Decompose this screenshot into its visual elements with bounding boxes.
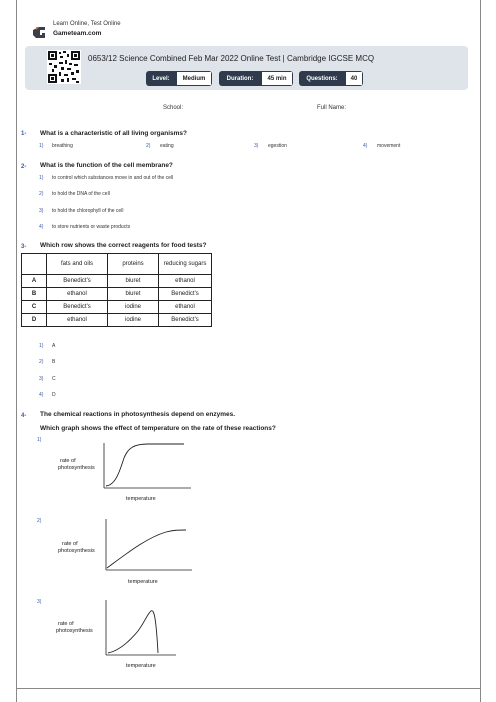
question-text: What is a characteristic of all living organisms? <box>40 130 188 137</box>
row-label: B <box>22 288 47 301</box>
y-axis-label: photosynthesis <box>56 628 93 634</box>
question-number: 1- <box>21 131 27 137</box>
row-label: A <box>22 275 47 288</box>
questions-badge <box>299 71 363 86</box>
table-cell: iodine <box>108 314 159 327</box>
graph-option-2[interactable] <box>56 516 196 588</box>
table-header-cell: reducing sugars <box>159 254 212 275</box>
question-text: Which row shows the correct reagents for food tests? <box>40 242 207 249</box>
option-number[interactable]: 3) <box>39 208 44 214</box>
question-subtext: Which graph shows the effect of temperature on the rate of these reactions? <box>40 425 276 432</box>
table-row <box>22 288 212 301</box>
option-text[interactable]: A <box>52 343 56 349</box>
option-number[interactable]: 2) <box>39 359 44 365</box>
table-cell: biuret <box>108 275 159 288</box>
questions-value: 40 <box>345 71 363 86</box>
table-cell: Benedict's <box>47 275 108 288</box>
option-text[interactable]: B <box>52 359 56 365</box>
option-number[interactable]: 3) <box>254 143 259 149</box>
y-axis-label: photosynthesis <box>58 548 95 554</box>
page-border-right <box>480 0 481 702</box>
question-text: What is the function of the cell membrane? <box>40 162 173 169</box>
table-cell: Benedict's <box>159 314 212 327</box>
option-number[interactable]: 4) <box>39 392 44 398</box>
fullname-field-label[interactable]: Full Name: <box>317 105 347 111</box>
option-number[interactable]: 2) <box>37 518 42 524</box>
table-cell: Benedict's <box>47 301 108 314</box>
qr-code-icon[interactable] <box>47 50 81 84</box>
y-axis-label: rate of <box>62 541 78 547</box>
table-cell: ethanol <box>47 314 108 327</box>
school-field-label[interactable]: School: <box>163 105 184 111</box>
option-number[interactable]: 3) <box>37 599 42 605</box>
option-text[interactable]: movement <box>377 143 401 149</box>
option-number[interactable]: 2) <box>146 143 151 149</box>
test-title: 0653/12 Science Combined Feb Mar 2022 Online Test | Cambridge IGCSE MCQ <box>88 54 375 63</box>
row-label: D <box>22 314 47 327</box>
option-text[interactable]: breathing <box>52 143 73 149</box>
table-header-row <box>22 254 212 275</box>
graph-option-3[interactable] <box>56 597 196 669</box>
table-row <box>22 275 212 288</box>
option-number[interactable]: 1) <box>39 175 44 181</box>
row-label: C <box>22 301 47 314</box>
table-header-cell: proteins <box>108 254 159 275</box>
page-border-bottom <box>16 688 481 689</box>
reagents-table <box>21 253 212 327</box>
option-text[interactable]: C <box>52 376 56 382</box>
level-value: Medium <box>176 71 212 86</box>
option-text[interactable]: eating <box>160 143 174 149</box>
table-corner-cell <box>22 254 47 275</box>
questions-label: Questions: <box>299 71 345 86</box>
option-number[interactable]: 2) <box>39 191 44 197</box>
option-text[interactable]: D <box>52 392 56 398</box>
option-number[interactable]: 1) <box>39 143 44 149</box>
x-axis-label: temperature <box>126 663 156 669</box>
gameteam-logo-icon <box>32 26 46 39</box>
table-cell: biuret <box>108 288 159 301</box>
page-border-left <box>16 0 17 702</box>
option-text[interactable]: to control which substances move in and out of the cell <box>52 175 174 181</box>
option-number[interactable]: 1) <box>37 437 42 443</box>
question-number: 3- <box>21 244 27 250</box>
option-number[interactable]: 4) <box>363 143 368 149</box>
graph-option-1[interactable] <box>56 440 196 506</box>
duration-value: 45 min <box>261 71 293 86</box>
table-cell: iodine <box>108 301 159 314</box>
duration-badge <box>219 71 293 86</box>
y-axis-label: rate of <box>58 621 74 627</box>
option-text[interactable]: to hold the chlorophyll of the cell <box>52 208 124 214</box>
table-cell: ethanol <box>47 288 108 301</box>
option-number[interactable]: 4) <box>39 224 44 230</box>
question-number: 2- <box>21 164 27 170</box>
brand-site[interactable]: Gameteam.com <box>53 30 102 37</box>
y-axis-label: rate of <box>60 458 76 464</box>
y-axis-label: photosynthesis <box>58 465 95 471</box>
option-number[interactable]: 3) <box>39 376 44 382</box>
option-text[interactable]: to store nutrients or waste products <box>52 224 131 230</box>
option-number[interactable]: 1) <box>39 343 44 349</box>
table-cell: Benedict's <box>159 288 212 301</box>
table-cell: ethanol <box>159 275 212 288</box>
question-text: The chemical reactions in photosynthesis depend on enzymes. <box>40 411 236 418</box>
level-badge <box>146 71 212 86</box>
option-text[interactable]: egestion <box>268 143 287 149</box>
table-row <box>22 301 212 314</box>
table-header-cell: fats and oils <box>47 254 108 275</box>
level-label: Level: <box>146 71 176 86</box>
option-text[interactable]: to hold the DNA of the cell <box>52 191 110 197</box>
x-axis-label: temperature <box>126 496 156 502</box>
x-axis-label: temperature <box>128 579 158 585</box>
duration-label: Duration: <box>219 71 261 86</box>
table-cell: ethanol <box>159 301 212 314</box>
question-number: 4- <box>21 413 27 419</box>
brand-tagline: Learn Online, Test Online <box>53 21 121 27</box>
table-row <box>22 314 212 327</box>
